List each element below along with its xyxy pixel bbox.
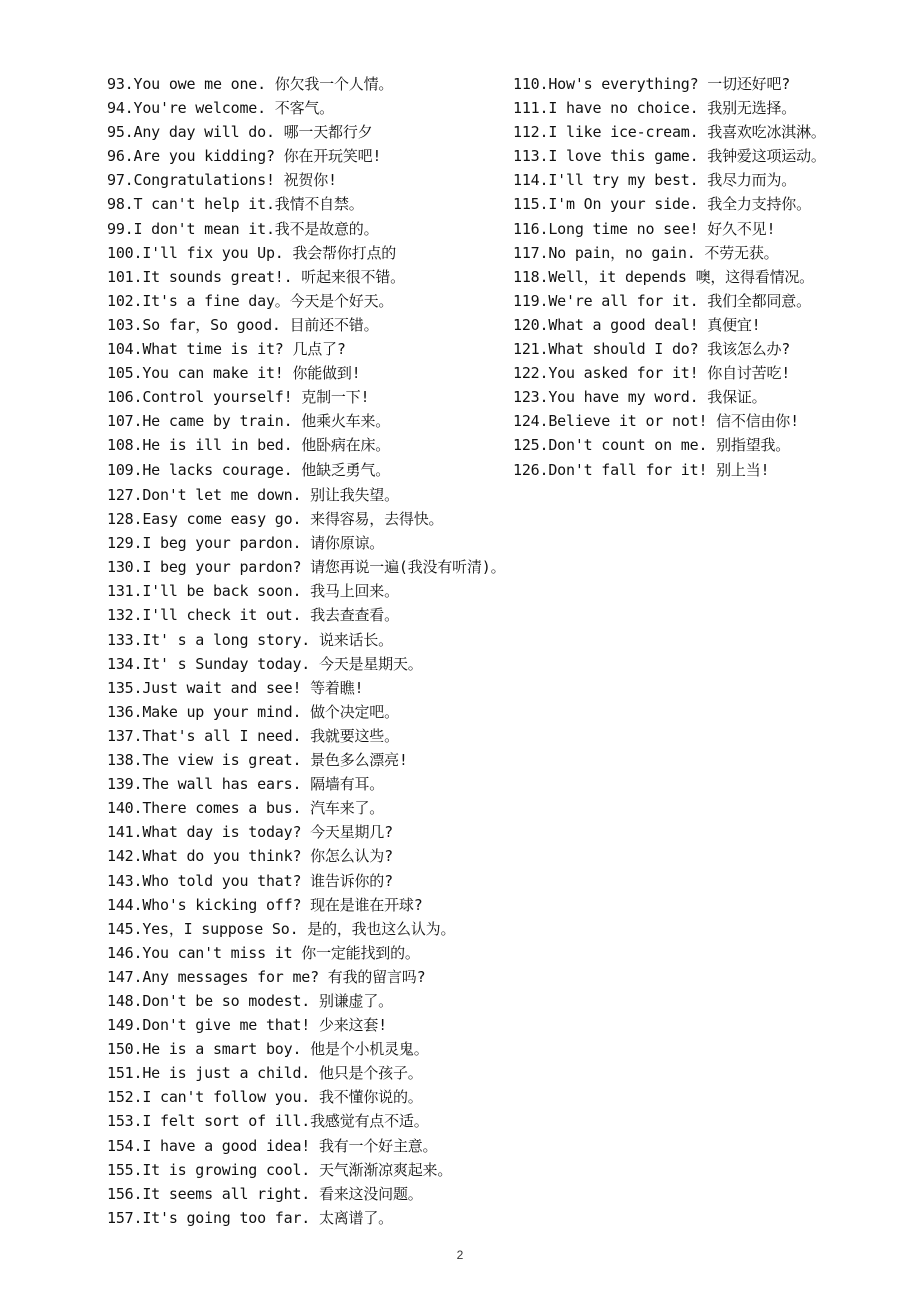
page-number: 2	[456, 1248, 464, 1262]
phrase-line: 135.Just wait and see! 等着瞧!	[107, 678, 364, 697]
phrase-line: 106.Control yourself! 克制一下!	[107, 388, 370, 407]
phrase-line: 126.Don't fall for it! 别上当!	[513, 460, 770, 479]
phrase-line: 99.I don't mean it.我不是故意的。	[107, 219, 379, 238]
phrase-line: 93.You owe me one. 你欠我一个人情。	[107, 75, 394, 93]
phrase-line: 151.He is just a child. 他只是个孩子。	[107, 1064, 423, 1083]
phrase-line: 95.Any day will do. 哪一天都行夕	[107, 123, 373, 142]
phrase-line: 110.How's everything? 一切还好吧?	[513, 75, 791, 93]
phrase-line: 152.I can't follow you. 我不懂你说的。	[107, 1088, 423, 1107]
phrase-line: 116.Long time no see! 好久不见!	[513, 219, 776, 238]
phrase-line: 155.It is growing cool. 天气渐渐凉爽起来。	[107, 1160, 453, 1179]
phrase-line: 143.Who told you that? 谁告诉你的?	[107, 871, 393, 890]
phrase-line: 141.What day is today? 今天星期几?	[107, 823, 393, 842]
phrase-line: 136.Make up your mind. 做个决定吧。	[107, 702, 399, 721]
phrase-line: 132.I'll check it out. 我去查查看。	[107, 606, 399, 625]
phrase-line: 114.I'll try my best. 我尽力而为。	[513, 171, 797, 190]
phrase-line: 112.I like ice-cream. 我喜欢吃冰淇淋。	[513, 123, 826, 142]
phrase-line: 130.I beg your pardon? 请您再说一遍(我没有听清)。	[107, 558, 506, 577]
phrase-line: 153.I felt sort of ill.我感觉有点不适。	[107, 1112, 429, 1131]
phrase-line: 129.I beg your pardon. 请你原谅。	[107, 534, 385, 553]
phrase-line: 140.There comes a bus. 汽车来了。	[107, 799, 385, 818]
phrase-line: 146.You can't miss it 你一定能找到的。	[107, 943, 420, 962]
phrase-line: 139.The wall has ears. 隔墙有耳。	[107, 775, 385, 794]
phrase-line: 145.Yes，I suppose So. 是的，我也这么认为。	[107, 919, 456, 938]
phrase-line: 108.He is ill in bed. 他卧病在床。	[107, 436, 391, 455]
phrase-line: 102.It's a fine day。今天是个好天。	[107, 291, 394, 310]
phrase-line: 144.Who's kicking off? 现在是谁在开球?	[107, 895, 423, 914]
phrase-line: 98.T can't help it.我情不自禁。	[107, 195, 364, 214]
phrase-line: 119.We're all for it. 我们全都同意。	[513, 291, 811, 310]
phrase-line: 117.No pain，no gain. 不劳无获。	[513, 243, 779, 262]
phrase-line: 134.It' s Sunday today. 今天是星期天。	[107, 654, 423, 673]
phrase-line: 111.I have no choice. 我别无选择。	[513, 99, 797, 118]
phrase-line: 156.It seems all right. 看来这没问题。	[107, 1184, 423, 1203]
phrase-line: 118.Well，it depends 噢，这得看情况。	[513, 267, 814, 286]
phrase-line: 122.You asked for it! 你自讨苦吃!	[513, 364, 791, 383]
phrase-line: 133.It' s a long story. 说来话长。	[107, 630, 393, 649]
phrase-line: 131.I'll be back soon. 我马上回来。	[107, 582, 399, 601]
phrase-line: 96.Are you kidding? 你在开玩笑吧!	[107, 147, 382, 166]
phrase-line: 100.I'll fix you Up. 我会帮你打点的	[107, 243, 397, 262]
phrase-line: 149.Don't give me that! 少来这套!	[107, 1016, 387, 1035]
phrase-line: 150.He is a smart boy. 他是个小机灵鬼。	[107, 1040, 429, 1059]
phrase-line: 125.Don't count on me. 别指望我。	[513, 436, 791, 455]
phrase-line: 120.What a good deal! 真便宜!	[513, 315, 761, 334]
phrase-line: 157.It's going too far. 太离谱了。	[107, 1208, 393, 1227]
phrase-line: 124.Believe it or not! 信不信由你!	[513, 412, 799, 431]
phrase-line: 154.I have a good idea! 我有一个好主意。	[107, 1136, 438, 1155]
phrase-line: 148.Don't be so modest. 别谦虚了。	[107, 991, 393, 1010]
phrase-line: 113.I love this game. 我钟爱这项运动。	[513, 147, 826, 166]
phrase-line: 137.That's all I need. 我就要这些。	[107, 726, 399, 745]
phrase-line: 142.What do you think? 你怎么认为?	[107, 847, 393, 866]
phrase-line: 103.So far，So good. 目前还不错。	[107, 315, 379, 334]
phrase-line: 147.Any messages for me? 有我的留言吗?	[107, 967, 426, 986]
phrase-line: 115.I'm On your side. 我全力支持你。	[513, 195, 811, 214]
phrase-line: 105.You can make it! 你能做到!	[107, 364, 361, 383]
phrase-line: 123.You have my word. 我保证。	[513, 388, 767, 407]
phrase-line: 121.What should I do? 我该怎么办?	[513, 340, 791, 359]
phrase-line: 127.Don't let me down. 别让我失望。	[107, 486, 399, 504]
phrase-list-left	[107, 72, 507, 482]
phrase-line: 104.What time is it? 几点了?	[107, 340, 346, 359]
phrase-line: 101.It sounds great!. 听起来很不错。	[107, 267, 405, 286]
phrase-line: 109.He lacks courage. 他缺乏勇气。	[107, 460, 391, 479]
phrase-list-right	[513, 72, 913, 482]
phrase-line: 138.The view is great. 景色多么漂亮!	[107, 751, 408, 770]
phrase-list-bottom	[107, 483, 887, 1230]
phrase-line: 128.Easy come easy go. 来得容易，去得快。	[107, 510, 444, 529]
phrase-line: 107.He came by train. 他乘火车来。	[107, 412, 391, 431]
phrase-line: 97.Congratulations! 祝贺你!	[107, 171, 337, 190]
phrase-line: 94.You're welcome. 不客气。	[107, 99, 334, 118]
